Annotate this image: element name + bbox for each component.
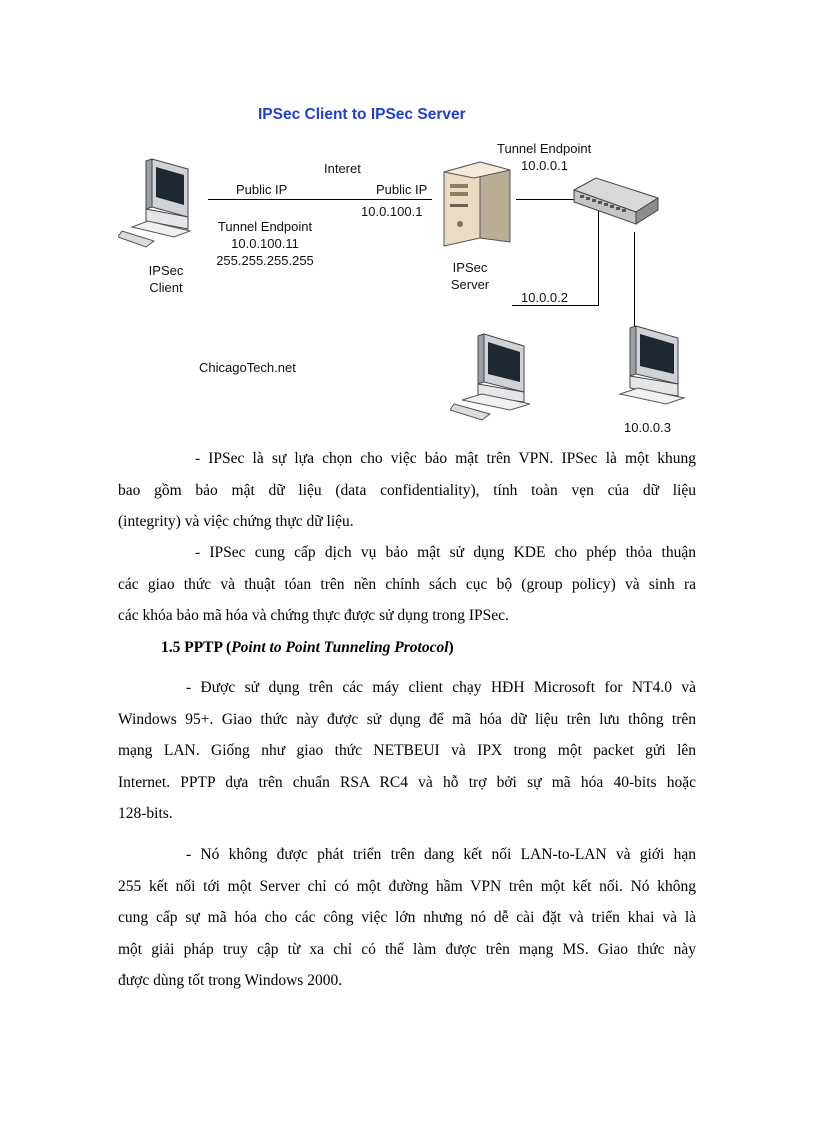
switch-ip: 10.0.0.1: [521, 158, 568, 173]
client-name-line2: Client: [149, 280, 183, 295]
client-tunnel-label: Tunnel Endpoint: [217, 219, 313, 234]
host2-computer-icon: [450, 330, 546, 422]
text-line: - Được sử dụng trên các máy client chạy HĐH Microsoft for NT4.0 và: [186, 679, 696, 696]
text-line: Windows 95+. Giao thức này được sử dụng để mã hóa dữ liệu trên lưu thông trên: [118, 710, 696, 728]
heading-title: Point to Point Tunneling Protocol: [231, 639, 449, 656]
text-line: được dùng tốt trong Windows 2000.: [118, 972, 343, 989]
host3-computer-icon: [612, 322, 700, 416]
network-switch-icon: [566, 176, 662, 234]
host3-ip: 10.0.0.3: [624, 420, 671, 435]
switch-tunnel-label: Tunnel Endpoint: [497, 141, 592, 156]
switch-host3-link: [634, 232, 635, 330]
server-ip: 10.0.100.1: [361, 204, 423, 219]
text-line: 255 kết nối tới một Server chỉ có một đường hầm VPN trên một kết nối. Nó không: [118, 877, 696, 895]
text-line: các giao thức và thuật tóan trên nền chính sách cục bộ (group policy) và sinh ra: [118, 575, 696, 593]
text-line: 128-bits.: [118, 805, 173, 822]
text-line: - IPSec là sự lựa chọn cho việc bảo mật trên VPN. IPSec là một khung: [195, 450, 696, 467]
text-line: - Nó không được phát triển trên dang kết nối LAN-to-LAN và giới hạn: [186, 846, 696, 863]
host2-ip: 10.0.0.2: [521, 290, 568, 305]
server-tower-icon: [436, 158, 518, 250]
heading-number: 1.5 PPTP (: [161, 639, 232, 656]
text-line: cung cấp sự mã hóa cho các công việc lớn nhưng nó dễ cài đặt và triển khai và là: [118, 909, 696, 926]
ipsec-network-diagram: [0, 0, 816, 440]
text-line: Internet. PPTP dựa trên chuẩn RSA RC4 và hỗ trợ bởi sự mã hóa 40-bits hoặc: [118, 773, 696, 791]
paragraph-pptp-limits: [118, 839, 696, 997]
client-ip: 10.0.100.11: [231, 236, 299, 251]
client-server-link: [208, 199, 432, 200]
heading-close: ): [448, 639, 454, 656]
text-line: các khóa bảo mã hóa và chứng thực được sử dụng trong IPSec.: [118, 607, 509, 624]
internet-label: Interet: [324, 161, 361, 176]
client-public-ip-label: Public IP: [236, 182, 288, 197]
section-heading-pptp: [161, 639, 454, 657]
server-name-line1: IPSec: [452, 260, 488, 275]
client-name-line1: IPSec: [148, 263, 184, 278]
server-public-ip-label: Public IP: [376, 182, 428, 197]
text-line: mạng LAN. Giống như giao thức NETBEUI và IPX trong một packet gửi lên: [118, 742, 696, 759]
client-computer-icon: [118, 153, 198, 249]
credit-label: ChicagoTech.net: [199, 360, 296, 375]
client-mask: 255.255.255.255: [216, 253, 314, 268]
text-line: bao gồm bảo mật dữ liệu (data confidentiality), tính toàn vẹn của dữ liệu: [118, 481, 696, 499]
text-line: (integrity) và việc chứng thực dữ liệu.: [118, 513, 354, 530]
text-line: - IPSec cung cấp dịch vụ bảo mật sử dụng KDE cho phép thỏa thuận: [195, 544, 696, 561]
paragraph-ipsec-services: [118, 537, 696, 632]
diagram-title: IPSec Client to IPSec Server: [258, 106, 466, 123]
paragraph-ipsec-definition: [118, 443, 696, 538]
server-name-line2: Server: [450, 277, 490, 292]
text-line: một giải pháp truy cập từ xa chỉ có thể làm được trên mạng MS. Giao thức này: [118, 940, 696, 958]
paragraph-pptp-usage: [118, 672, 696, 830]
